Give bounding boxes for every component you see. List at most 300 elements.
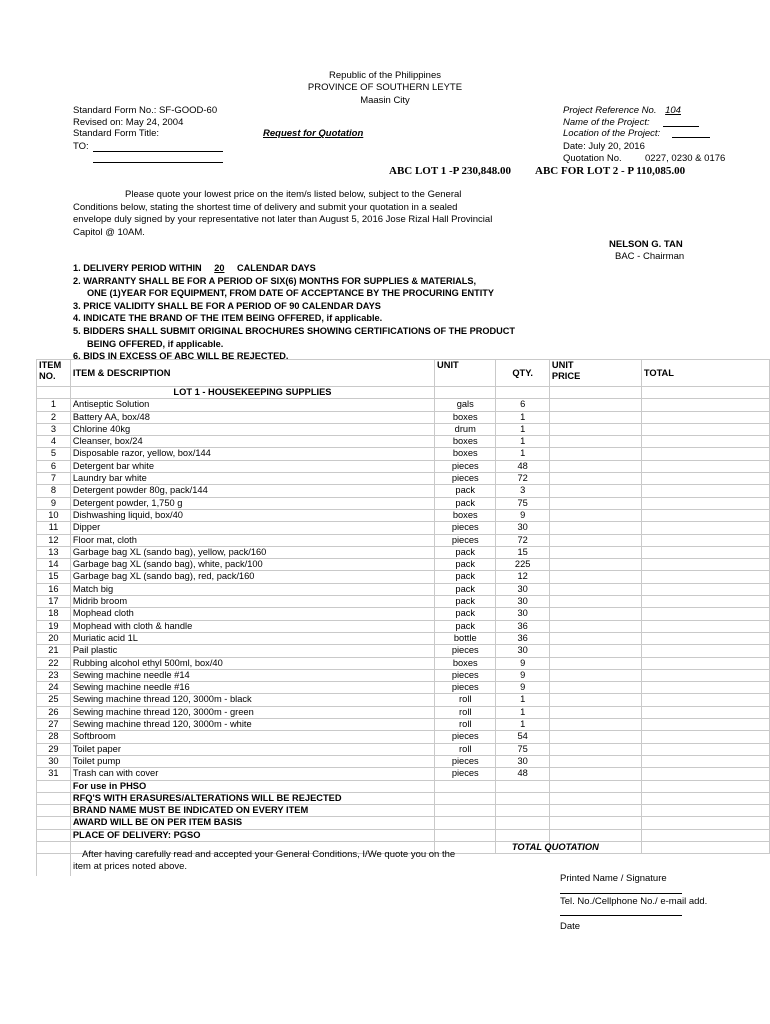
item-unit-price[interactable] [549, 546, 641, 558]
item-number: 7 [37, 473, 71, 485]
item-number: 31 [37, 768, 71, 780]
revised-on: Revised on: May 24, 2004 [73, 117, 184, 128]
table-header-row [37, 360, 770, 387]
item-description: Toilet paper [70, 743, 434, 755]
item-qty: 72 [496, 473, 549, 485]
table-row [37, 546, 770, 558]
item-number: 1 [37, 399, 71, 411]
item-unit: boxes [435, 509, 496, 521]
table-row [37, 755, 770, 767]
item-unit: roll [435, 719, 496, 731]
table-row [37, 509, 770, 521]
city-line: Maasin City [360, 95, 410, 106]
item-qty: 6 [496, 399, 549, 411]
item-qty: 48 [496, 768, 549, 780]
item-unit-price[interactable] [549, 620, 641, 632]
item-qty: 225 [496, 559, 549, 571]
item-total[interactable] [641, 657, 769, 669]
item-total[interactable] [641, 473, 769, 485]
item-qty: 1 [496, 423, 549, 435]
item-unit-price[interactable] [549, 768, 641, 780]
item-unit-price[interactable] [549, 682, 641, 694]
item-total[interactable] [641, 632, 769, 644]
item-number: 5 [37, 448, 71, 460]
table-row [37, 534, 770, 546]
date-label: Date [560, 921, 581, 932]
item-qty: 30 [496, 583, 549, 595]
item-number: 10 [37, 509, 71, 521]
note-empty-cell [641, 805, 769, 817]
project-name-label: Name of the Project: [563, 117, 650, 128]
item-number: 23 [37, 669, 71, 681]
item-qty: 1 [496, 411, 549, 423]
item-unit-price[interactable] [549, 571, 641, 583]
item-number: 15 [37, 571, 71, 583]
lot-title-row [37, 387, 770, 399]
item-description: Sewing machine thread 120, 3000m - green [70, 706, 434, 718]
note-empty-cell [435, 817, 496, 829]
item-qty: 48 [496, 460, 549, 472]
item-total[interactable] [641, 694, 769, 706]
item-unit: pieces [435, 534, 496, 546]
item-unit-price[interactable] [549, 706, 641, 718]
item-qty: 30 [496, 596, 549, 608]
item-unit-price[interactable] [549, 669, 641, 681]
item-total[interactable] [641, 706, 769, 718]
acceptance-text: After having carefully read and accepted your General Conditions, I/We quote you on the [82, 849, 456, 860]
items-table [36, 359, 770, 876]
item-total[interactable] [641, 768, 769, 780]
table-note: BRAND NAME MUST BE INDICATED ON EVERY ITEM [70, 805, 434, 817]
table-row [37, 768, 770, 780]
table-note: PLACE OF DELIVERY: PGSO [70, 829, 434, 841]
project-reference-value: 104 [665, 105, 681, 116]
table-row [37, 423, 770, 435]
table-note: For use in PHSO [70, 780, 434, 792]
header-qty: QTY. [496, 360, 549, 387]
table-row [37, 682, 770, 694]
item-description: Detergent bar white [70, 460, 434, 472]
item-unit-price[interactable] [549, 411, 641, 423]
item-number: 11 [37, 522, 71, 534]
condition-6: 6. BIDS IN EXCESS OF ABC WILL BE REJECTED. [73, 351, 289, 362]
item-qty: 30 [496, 522, 549, 534]
item-description: Garbage bag XL (sando bag), white, pack/100 [70, 559, 434, 571]
note-empty-cell [37, 805, 71, 817]
item-qty: 9 [496, 509, 549, 521]
table-row [37, 608, 770, 620]
item-unit: pack [435, 546, 496, 558]
total-empty-cell [37, 841, 71, 853]
item-unit-price[interactable] [549, 645, 641, 657]
item-total[interactable] [641, 522, 769, 534]
signature-line [560, 893, 682, 894]
item-unit: pieces [435, 522, 496, 534]
item-qty: 12 [496, 571, 549, 583]
item-qty: 36 [496, 620, 549, 632]
item-unit: pack [435, 571, 496, 583]
item-description: Softbroom [70, 731, 434, 743]
note-row [37, 792, 770, 804]
table-row [37, 399, 770, 411]
item-unit: pack [435, 583, 496, 595]
project-location-line [672, 137, 710, 138]
note-empty-cell [435, 792, 496, 804]
note-row [37, 829, 770, 841]
lot-empty-cell [37, 387, 71, 399]
item-number: 25 [37, 694, 71, 706]
item-number: 28 [37, 731, 71, 743]
item-number: 4 [37, 436, 71, 448]
item-unit-price[interactable] [549, 743, 641, 755]
item-unit: pack [435, 559, 496, 571]
tel-label: Tel. No./Cellphone No./ e-mail add. [560, 896, 708, 907]
condition-5a: 5. BIDDERS SHALL SUBMIT ORIGINAL BROCHURES SHOWING CERTIFICATIONS OF THE PRODUCT [73, 325, 516, 336]
item-unit-price[interactable] [549, 485, 641, 497]
item-qty: 1 [496, 706, 549, 718]
item-unit-price[interactable] [549, 497, 641, 509]
item-description: Mophead cloth [70, 608, 434, 620]
item-description: Floor mat, cloth [70, 534, 434, 546]
item-number: 9 [37, 497, 71, 509]
item-total[interactable] [641, 596, 769, 608]
signatory-title: BAC - Chairman [615, 251, 685, 262]
total-quotation-value[interactable] [641, 841, 769, 853]
item-qty: 54 [496, 731, 549, 743]
item-unit-price[interactable] [549, 399, 641, 411]
item-unit: boxes [435, 448, 496, 460]
item-unit-price[interactable] [549, 534, 641, 546]
item-unit-price[interactable] [549, 559, 641, 571]
item-description: Mophead with cloth & handle [70, 620, 434, 632]
note-empty-cell [435, 805, 496, 817]
item-number: 24 [37, 682, 71, 694]
note-empty-cell [549, 805, 641, 817]
acceptance-text-2: item at prices noted above. [73, 861, 188, 872]
item-unit-price[interactable] [549, 448, 641, 460]
header-item-no-line2: NO. [39, 371, 56, 381]
note-row [37, 780, 770, 792]
note-row [37, 817, 770, 829]
note-empty-cell [496, 780, 549, 792]
item-description: Sewing machine thread 120, 3000m - white [70, 719, 434, 731]
header-unit-price [549, 360, 641, 387]
item-total[interactable] [641, 731, 769, 743]
item-description: Garbage bag XL (sando bag), yellow, pack/160 [70, 546, 434, 558]
abc-lot1: ABC LOT 1 -P 230,848.00 [389, 165, 512, 177]
item-number: 12 [37, 534, 71, 546]
item-qty: 1 [496, 719, 549, 731]
note-empty-cell [496, 805, 549, 817]
note-empty-cell [641, 829, 769, 841]
item-unit: gals [435, 399, 496, 411]
item-unit-price[interactable] [549, 473, 641, 485]
item-qty: 9 [496, 669, 549, 681]
printed-name-label: Printed Name / Signature [560, 873, 667, 884]
lot-empty-price [549, 387, 641, 399]
item-description: Antiseptic Solution [70, 399, 434, 411]
header-total: TOTAL [641, 360, 769, 387]
item-unit-price[interactable] [549, 719, 641, 731]
item-total[interactable] [641, 546, 769, 558]
item-number: 22 [37, 657, 71, 669]
item-total[interactable] [641, 485, 769, 497]
item-description: Toilet pump [70, 755, 434, 767]
item-unit-price[interactable] [549, 731, 641, 743]
item-total[interactable] [641, 436, 769, 448]
table-row [37, 657, 770, 669]
project-location-label: Location of the Project: [563, 128, 661, 139]
item-unit: pieces [435, 473, 496, 485]
note-row [37, 805, 770, 817]
item-unit: drum [435, 423, 496, 435]
condition-1-value: 20 [214, 263, 225, 273]
item-number: 20 [37, 632, 71, 644]
item-number: 13 [37, 546, 71, 558]
item-unit: boxes [435, 657, 496, 669]
total-quotation-label: TOTAL QUOTATION [509, 841, 601, 853]
table-row [37, 448, 770, 460]
item-unit: pieces [435, 731, 496, 743]
item-total[interactable] [641, 448, 769, 460]
tel-line [560, 915, 682, 916]
item-description: Rubbing alcohol ethyl 500ml, box/40 [70, 657, 434, 669]
item-total[interactable] [641, 460, 769, 472]
table-row [37, 669, 770, 681]
project-reference [563, 105, 681, 116]
item-qty: 15 [496, 546, 549, 558]
item-unit: boxes [435, 411, 496, 423]
item-description: Laundry bar white [70, 473, 434, 485]
item-unit-price[interactable] [549, 632, 641, 644]
form-title: Request for Quotation [263, 128, 364, 139]
table-row [37, 473, 770, 485]
item-description: Detergent powder 80g, pack/144 [70, 485, 434, 497]
province-line: PROVINCE OF SOUTHERN LEYTE [307, 82, 463, 93]
note-empty-cell [549, 829, 641, 841]
note-empty-cell [641, 792, 769, 804]
item-qty: 36 [496, 632, 549, 644]
item-qty: 75 [496, 497, 549, 509]
item-description: Detergent powder, 1,750 g [70, 497, 434, 509]
item-total[interactable] [641, 743, 769, 755]
quotation-value: 0227, 0230 & 0176 [645, 153, 726, 164]
signatory-name: NELSON G. TAN [609, 239, 683, 250]
item-description: Garbage bag XL (sando bag), red, pack/160 [70, 571, 434, 583]
standard-form-title-label: Standard Form Title: [73, 128, 160, 139]
table-note: RFQ'S WITH ERASURES/ALTERATIONS WILL BE REJECTED [70, 792, 434, 804]
note-empty-cell [496, 829, 549, 841]
to-label: TO: [73, 141, 89, 152]
note-empty-cell [549, 817, 641, 829]
item-unit: pieces [435, 669, 496, 681]
item-description: Match big [70, 583, 434, 595]
item-unit: pack [435, 608, 496, 620]
item-total[interactable] [641, 645, 769, 657]
item-description: Battery AA, box/48 [70, 411, 434, 423]
item-unit: pack [435, 620, 496, 632]
condition-4: 4. INDICATE THE BRAND OF THE ITEM BEING OFFERED, if applicable. [73, 313, 383, 324]
note-empty-cell [549, 792, 641, 804]
item-total[interactable] [641, 411, 769, 423]
item-number: 6 [37, 460, 71, 472]
abc-lot2: ABC FOR LOT 2 - P 110,085.00 [535, 165, 686, 177]
item-description: Trash can with cover [70, 768, 434, 780]
item-description: Sewing machine thread 120, 3000m - black [70, 694, 434, 706]
table-row [37, 632, 770, 644]
item-unit: roll [435, 743, 496, 755]
item-unit-price[interactable] [549, 596, 641, 608]
item-unit: pack [435, 596, 496, 608]
item-unit: pieces [435, 645, 496, 657]
item-qty: 30 [496, 755, 549, 767]
item-unit: roll [435, 706, 496, 718]
note-empty-cell [641, 817, 769, 829]
item-description: Chlorine 40kg [70, 423, 434, 435]
table-row [37, 596, 770, 608]
note-empty-cell [37, 780, 71, 792]
note-empty-cell [435, 829, 496, 841]
table-row [37, 706, 770, 718]
item-number: 2 [37, 411, 71, 423]
lot-empty-unit [435, 387, 496, 399]
table-row [37, 719, 770, 731]
table-row [37, 485, 770, 497]
note-empty-cell [37, 829, 71, 841]
item-unit-price[interactable] [549, 657, 641, 669]
header-unit: UNIT [435, 360, 496, 387]
item-unit-price[interactable] [549, 460, 641, 472]
condition-5b: BEING OFFERED, if applicable. [87, 338, 224, 349]
item-qty: 75 [496, 743, 549, 755]
item-total[interactable] [641, 497, 769, 509]
header-unit-price-line2: PRICE [551, 371, 581, 381]
item-description: Pail plastic [70, 645, 434, 657]
item-number: 19 [37, 620, 71, 632]
item-description: Cleanser, box/24 [70, 436, 434, 448]
table-row [37, 694, 770, 706]
condition-2a: 2. WARRANTY SHALL BE FOR A PERIOD OF SIX(6) MONTHS FOR SUPPLIES & MATERIALS, [73, 275, 477, 286]
condition-1 [73, 262, 515, 275]
item-unit: roll [435, 694, 496, 706]
item-number: 29 [37, 743, 71, 755]
table-row [37, 645, 770, 657]
item-qty: 30 [496, 608, 549, 620]
project-reference-label: Project Reference No. [563, 105, 657, 116]
note-empty-cell [37, 817, 71, 829]
item-unit-price[interactable] [549, 755, 641, 767]
intro-paragraph: Please quote your lowest price on the item/s listed below, subject to the General Conditions below, stating the shortest time of delivery and submit your quotation in a sealed envelope duly signed by your representative not later than August 5, 2016 Jose Rizal Hall Provincial Capitol @ 10AM. [73, 189, 493, 238]
note-empty-cell [496, 792, 549, 804]
item-number: 18 [37, 608, 71, 620]
item-total[interactable] [641, 534, 769, 546]
item-number: 8 [37, 485, 71, 497]
item-total[interactable] [641, 608, 769, 620]
note-empty-cell [549, 780, 641, 792]
item-description: Sewing machine needle #14 [70, 669, 434, 681]
item-unit-price[interactable] [549, 583, 641, 595]
item-number: 16 [37, 583, 71, 595]
item-number: 17 [37, 596, 71, 608]
item-description: Disposable razor, yellow, box/144 [70, 448, 434, 460]
item-number: 21 [37, 645, 71, 657]
item-unit-price[interactable] [549, 694, 641, 706]
table-row [37, 522, 770, 534]
item-unit: bottle [435, 632, 496, 644]
header-description: ITEM & DESCRIPTION [70, 360, 434, 387]
item-unit: pieces [435, 682, 496, 694]
item-unit: pack [435, 485, 496, 497]
item-unit-price[interactable] [549, 509, 641, 521]
item-number: 3 [37, 423, 71, 435]
lot-empty-total [641, 387, 769, 399]
condition-1-post: CALENDAR DAYS [237, 263, 316, 273]
item-unit-price[interactable] [549, 522, 641, 534]
header-item-no-line1: ITEM [39, 360, 62, 370]
item-qty: 30 [496, 645, 549, 657]
item-total[interactable] [641, 559, 769, 571]
item-number: 26 [37, 706, 71, 718]
item-qty: 1 [496, 694, 549, 706]
item-total[interactable] [641, 669, 769, 681]
table-row [37, 460, 770, 472]
item-qty: 1 [496, 436, 549, 448]
item-total[interactable] [641, 423, 769, 435]
date-line: Date: July 20, 2016 [563, 141, 645, 152]
item-unit: boxes [435, 436, 496, 448]
lot-title: LOT 1 - HOUSEKEEPING SUPPLIES [70, 387, 434, 399]
item-number: 27 [37, 719, 71, 731]
item-total[interactable] [641, 509, 769, 521]
item-total[interactable] [641, 399, 769, 411]
item-total[interactable] [641, 719, 769, 731]
item-description: Midrib broom [70, 596, 434, 608]
item-total[interactable] [641, 583, 769, 595]
header-unit-price-line1: UNIT [551, 360, 574, 370]
item-total[interactable] [641, 620, 769, 632]
item-qty: 9 [496, 657, 549, 669]
condition-2b: ONE (1)YEAR FOR EQUIPMENT, FROM DATE OF ACCEPTANCE BY THE PROCURING ENTITY [87, 288, 494, 299]
item-total[interactable] [641, 755, 769, 767]
condition-1-pre: 1. DELIVERY PERIOD WITHIN [73, 263, 202, 273]
quotation-label: Quotation No. [563, 153, 622, 164]
item-total[interactable] [641, 571, 769, 583]
standard-form-no: Standard Form No.: SF-GOOD-60 [73, 105, 218, 116]
note-empty-cell [496, 817, 549, 829]
table-row [37, 571, 770, 583]
item-qty: 1 [496, 448, 549, 460]
lot-empty-qty [496, 387, 549, 399]
item-description: Dipper [70, 522, 434, 534]
table-note: AWARD WILL BE ON PER ITEM BASIS [70, 817, 434, 829]
item-unit-price[interactable] [549, 436, 641, 448]
item-unit-price[interactable] [549, 423, 641, 435]
to-line-1 [93, 151, 223, 152]
item-qty: 3 [496, 485, 549, 497]
header-item-no [37, 360, 71, 387]
item-description: Muriatic acid 1L [70, 632, 434, 644]
item-unit-price[interactable] [549, 608, 641, 620]
item-qty: 9 [496, 682, 549, 694]
item-unit: pieces [435, 755, 496, 767]
condition-3: 3. PRICE VALIDITY SHALL BE FOR A PERIOD OF 90 CALENDAR DAYS [73, 300, 381, 311]
note-empty-cell [37, 792, 71, 804]
item-number: 14 [37, 559, 71, 571]
country-line: Republic of the Philippines [329, 70, 441, 81]
item-description: Dishwashing liquid, box/40 [70, 509, 434, 521]
item-total[interactable] [641, 682, 769, 694]
item-description: Sewing machine needle #16 [70, 682, 434, 694]
